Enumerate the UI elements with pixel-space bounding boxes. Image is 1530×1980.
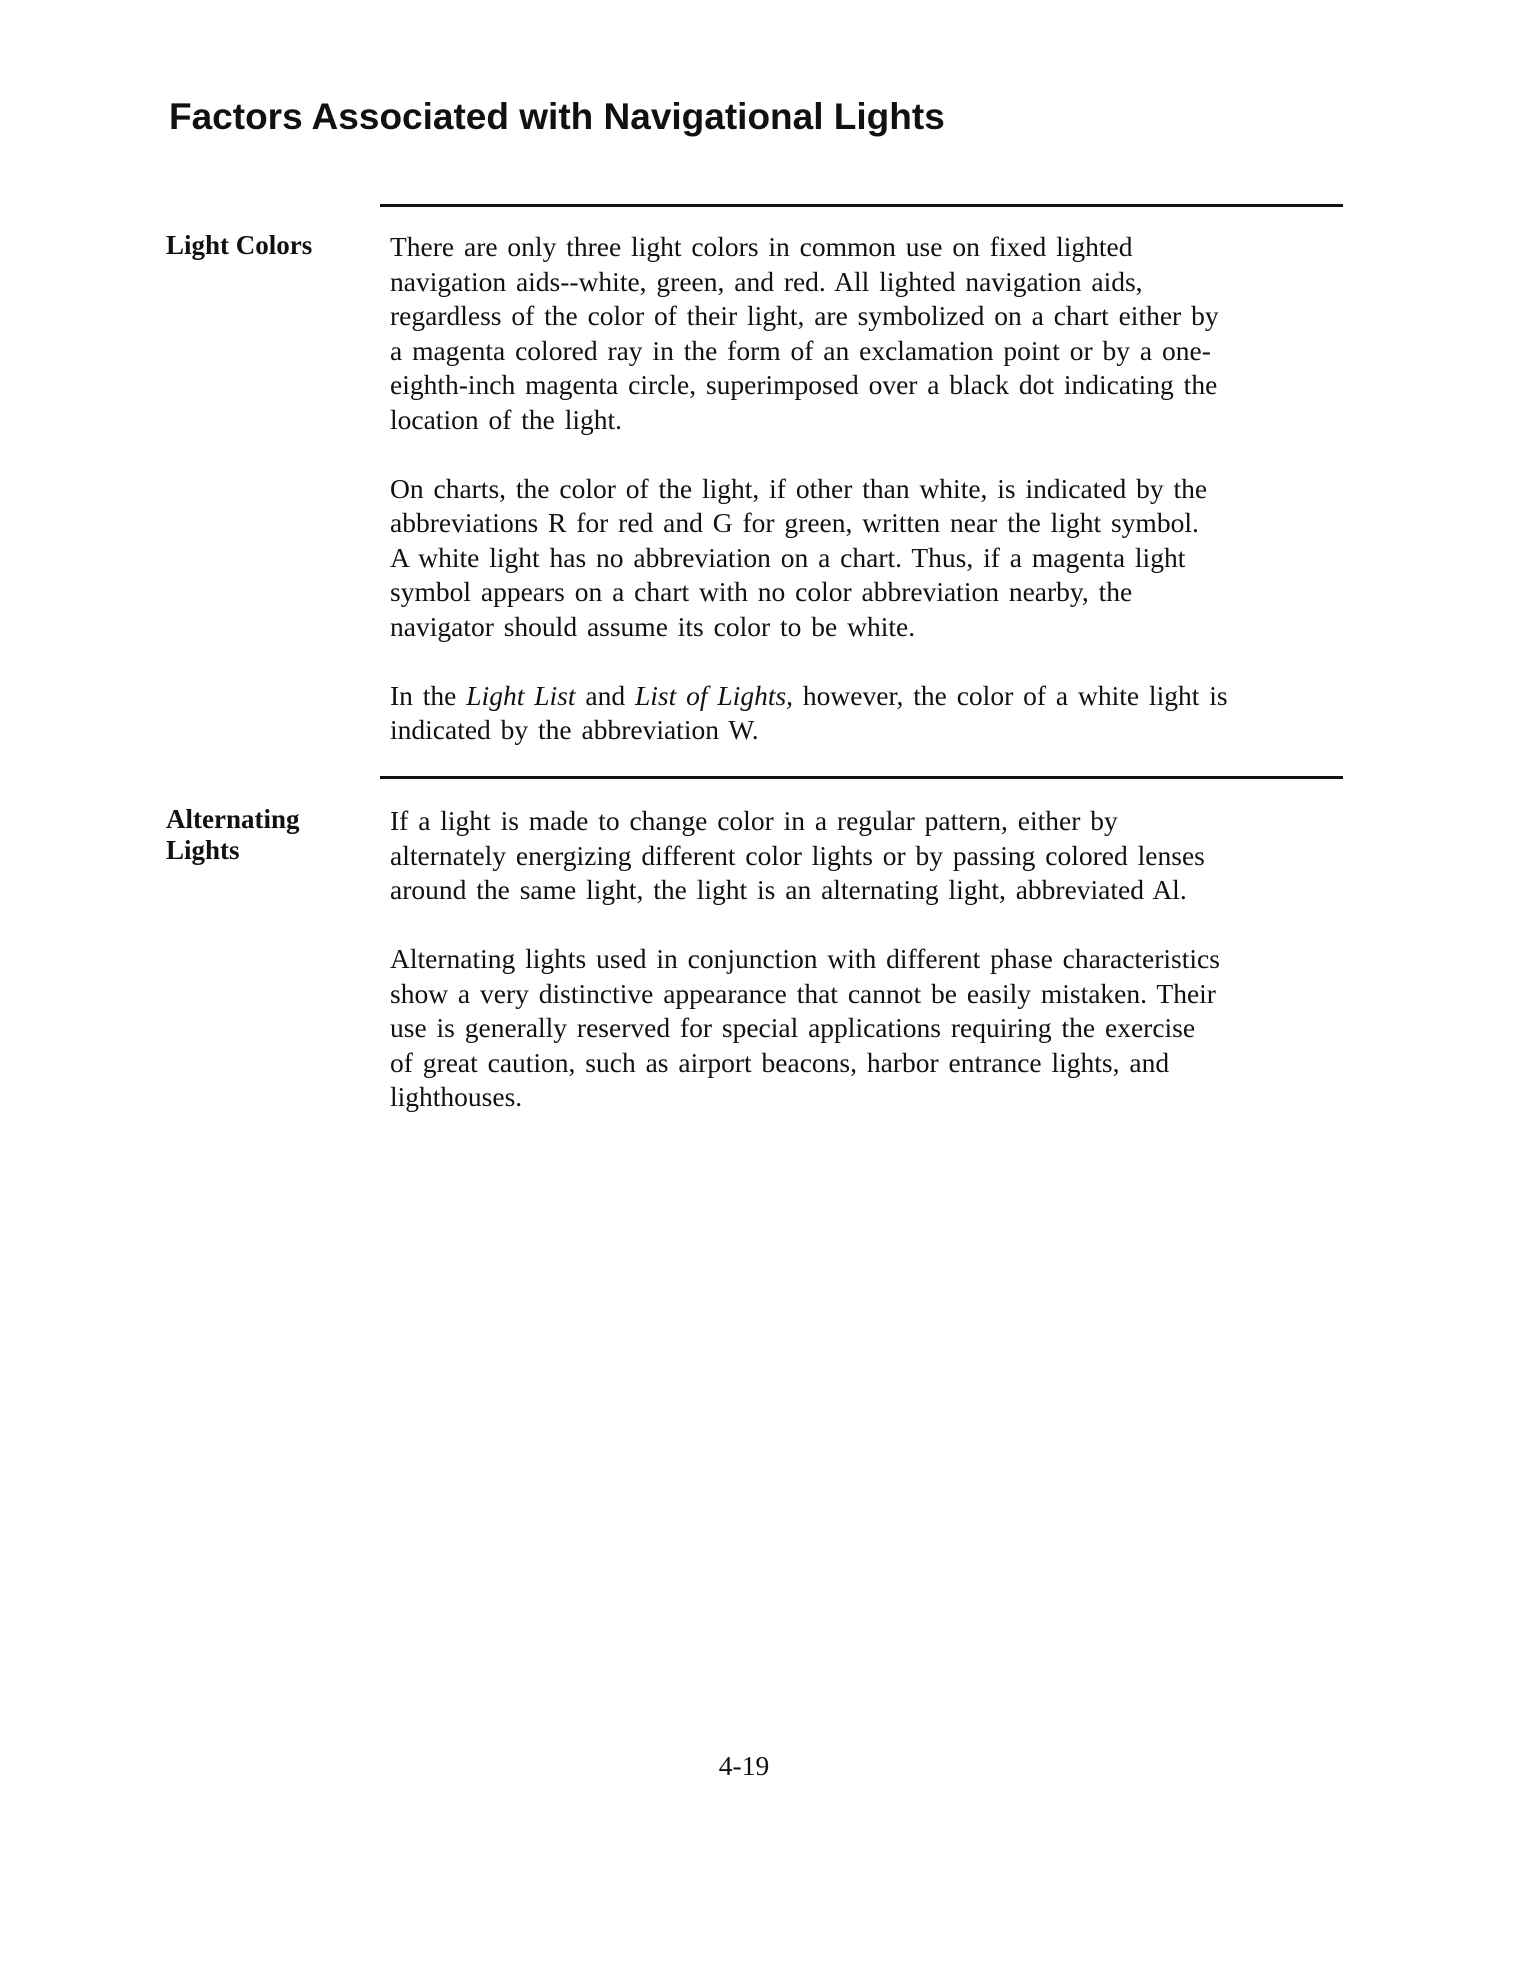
text-run: Alternating lights used in conjunction with different phase characteristics (390, 943, 1220, 974)
page-title: Factors Associated with Navigational Lights (169, 96, 945, 137)
text-run: regardless of the color of their light, are symbolized on a chart either by (390, 300, 1219, 331)
text-line (390, 299, 1350, 334)
paragraph (390, 942, 1350, 1115)
section-body-light-colors (390, 230, 1350, 782)
text-run: indicated by the abbreviation W. (390, 714, 759, 745)
label-line: Lights (166, 835, 240, 865)
text-run: symbol appears on a chart with no color abbreviation nearby, the (390, 576, 1133, 607)
paragraph (390, 472, 1350, 645)
text-line (390, 679, 1350, 714)
paragraph (390, 804, 1350, 908)
text-run: A white light has no abbreviation on a chart. Thus, if a magenta light (390, 541, 1186, 573)
text-line (390, 1080, 1350, 1115)
section-label-alternating-lights (166, 804, 299, 866)
text-line (390, 1046, 1350, 1081)
text-run: and (575, 679, 635, 711)
text-run: lighthouses. (390, 1081, 523, 1112)
section-divider (380, 204, 1343, 207)
text-line (390, 334, 1350, 369)
page-number: 4-19 (718, 1750, 770, 1781)
text-line (390, 1011, 1350, 1046)
text-run: There are only three light colors in common use on fixed lighted (390, 231, 1133, 262)
text-run: If a light is made to change color in a regular pattern, either by (390, 805, 1118, 836)
text-line (390, 472, 1350, 507)
text-line (390, 575, 1350, 610)
text-line (390, 873, 1350, 908)
text-line (390, 713, 1350, 748)
paragraph (390, 230, 1350, 437)
paragraph (390, 679, 1350, 748)
text-run: around the same light, the light is an alternating light, abbreviated Al. (390, 874, 1187, 905)
section-divider (380, 776, 1343, 779)
text-run: alternately energizing different color lights or by passing colored lenses (390, 839, 1205, 871)
text-run: abbreviations R for red and G for green, written near the light symbol. (390, 507, 1199, 538)
text-run: however, the color of a white light is (793, 679, 1228, 711)
italic-title: List of Lights, (634, 679, 794, 711)
text-run: navigation aids--white, green, and red. All lighted navigation aids, (390, 265, 1143, 297)
text-line (390, 541, 1350, 576)
text-line (390, 368, 1350, 403)
label-line: Alternating (166, 804, 300, 834)
text-run: show a very distinctive appearance that cannot be easily mistaken. Their (390, 977, 1216, 1009)
text-line (390, 610, 1350, 645)
text-run: location of the light. (390, 403, 623, 435)
text-line (390, 506, 1350, 541)
text-run: a magenta colored ray in the form of an exclamation point or by a one- (390, 334, 1211, 366)
italic-title: Light List (466, 679, 576, 711)
text-run: navigator should assume its color to be white. (390, 610, 916, 642)
section-label-light-colors: Light Colors (166, 230, 313, 260)
text-line (390, 265, 1350, 300)
text-run: use is generally reserved for special applications requiring the exercise (390, 1012, 1196, 1043)
text-line (390, 230, 1350, 265)
text-run: of great caution, such as airport beacons, harbor entrance lights, and (390, 1046, 1170, 1078)
text-line (390, 403, 1350, 438)
text-line (390, 942, 1350, 977)
text-run: In the (390, 679, 467, 711)
text-line (390, 804, 1350, 839)
text-line (390, 977, 1350, 1012)
text-run: eighth-inch magenta circle, superimposed over a black dot indicating the (390, 369, 1218, 400)
text-run: On charts, the color of the light, if other than white, is indicated by the (390, 472, 1208, 504)
text-line (390, 839, 1350, 874)
section-body-alternating-lights (390, 804, 1350, 1149)
